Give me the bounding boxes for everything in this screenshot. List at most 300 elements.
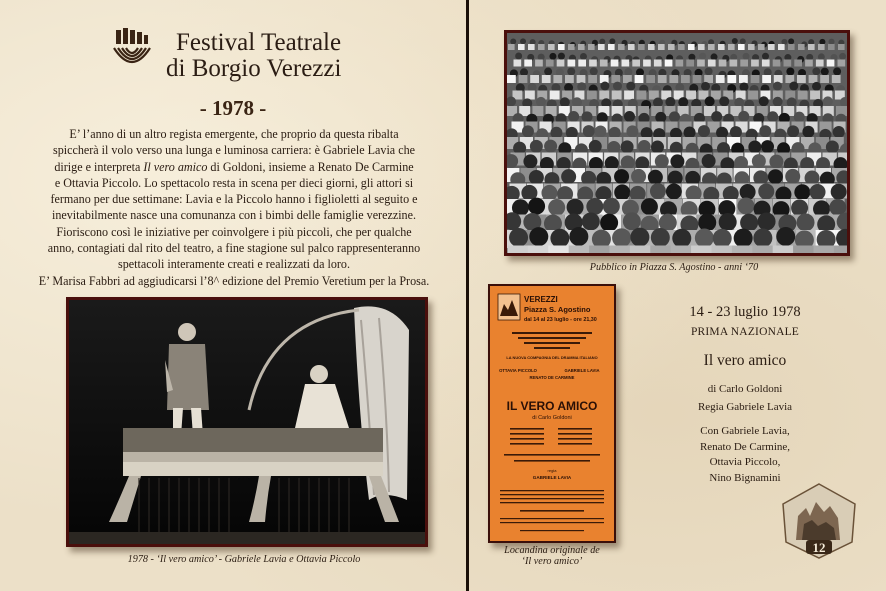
crowd-head	[612, 228, 631, 247]
crowd-body	[820, 75, 829, 83]
poster-author: di Carlo Goldoni	[532, 415, 572, 421]
crowd-head	[789, 82, 798, 91]
crowd-body	[751, 60, 759, 67]
poster-image	[488, 284, 616, 543]
festival-title: Festival Teatrale	[176, 29, 342, 56]
crowd-head	[767, 111, 778, 122]
crowd-head	[582, 111, 593, 122]
crowd-body	[628, 44, 635, 50]
crowd-body	[794, 60, 802, 67]
crowd-head	[732, 38, 738, 44]
crowd-head	[776, 227, 795, 246]
intro-line: E’ Marisa Fabbri ad aggiudicarsi l’8^ edizione del Premio Veretium per la Prosa.	[38, 273, 430, 288]
crowd-head	[569, 227, 588, 246]
crowd-body	[568, 60, 576, 67]
crowd-head	[577, 82, 586, 91]
crowd-body	[732, 246, 753, 254]
crowd-head	[833, 126, 845, 138]
crowd-head	[607, 141, 620, 154]
crowd-body	[708, 60, 716, 67]
crowd-body	[676, 60, 684, 67]
crowd-body	[508, 246, 529, 254]
crowd-head	[609, 38, 615, 44]
crowd-body	[704, 75, 713, 83]
crowd-head	[548, 199, 565, 216]
crowd-head	[698, 125, 710, 137]
crowd-head	[764, 68, 772, 76]
crowd-body	[797, 75, 806, 83]
crowd-head	[787, 97, 797, 107]
crowd-head	[821, 68, 829, 76]
crowd-head	[614, 169, 629, 184]
crowd-head	[626, 125, 638, 137]
crowd-head	[586, 198, 603, 215]
crowd-body	[697, 60, 705, 67]
poster-title: IL VERO AMICO	[506, 399, 598, 413]
crowd-head	[831, 184, 847, 200]
crowd-head	[701, 82, 710, 91]
crowd-body	[712, 246, 733, 254]
crowd-body	[508, 44, 515, 50]
crowd-body	[762, 75, 771, 83]
crowd-body	[748, 44, 755, 50]
crowd-body	[528, 246, 549, 254]
crowd-body	[535, 60, 543, 67]
crowd-head	[719, 213, 737, 231]
intro-line: Fioriscono così le iniziative per coinvolgere i più piccoli, che per qualche	[56, 224, 412, 239]
crowd-body	[630, 246, 651, 254]
crowd-body	[828, 44, 835, 50]
crowd-body	[816, 60, 824, 67]
intro-line: spettacoli interamente creati e realizzati da loro.	[117, 257, 350, 272]
crowd-head	[761, 140, 774, 153]
crowd-head	[678, 97, 688, 107]
crowd-head	[812, 67, 820, 75]
crowd-head	[544, 68, 552, 76]
stage-photo	[66, 297, 428, 547]
crowd-head	[523, 154, 537, 168]
crowd-head	[655, 112, 666, 123]
audience-photo-image	[507, 33, 847, 253]
crowd-head	[666, 183, 682, 199]
crowd-head	[812, 82, 821, 91]
crowd-head	[529, 227, 548, 246]
crowd-head	[651, 228, 670, 247]
crowd-head	[833, 67, 841, 75]
crowd-body	[718, 44, 725, 50]
crowd-head	[698, 213, 716, 231]
crowd-head	[839, 53, 846, 60]
crowd-body	[768, 44, 775, 50]
crowd-body	[565, 75, 574, 83]
crowd-head	[787, 125, 799, 137]
crowd-body	[608, 44, 615, 50]
crowd-body	[524, 60, 532, 67]
crowd-body	[654, 60, 662, 67]
poster-caption	[486, 545, 618, 567]
crowd-head	[752, 154, 766, 168]
crowd-head	[630, 228, 649, 247]
cast-line: Nino Bignamini	[709, 471, 781, 484]
crowd-body	[588, 44, 595, 50]
crowd-head	[672, 229, 691, 248]
crowd-body	[578, 44, 585, 50]
premiere-label: PRIMA NAZIONALE	[690, 326, 800, 338]
crowd-head	[826, 141, 839, 154]
crowd-body	[548, 44, 555, 50]
crowd-head	[748, 140, 761, 153]
crowd-head	[759, 96, 769, 106]
play-title-emphasis: Il vero amico	[143, 159, 208, 174]
crowd-head	[769, 155, 783, 169]
crowd-body	[528, 44, 535, 50]
crowd-head	[600, 82, 609, 91]
crowd-body	[671, 246, 692, 254]
crowd-body	[758, 44, 765, 50]
crowd-body	[719, 60, 727, 67]
page-number-badge	[780, 482, 858, 560]
intro-line	[22, 159, 446, 175]
crowd-head	[520, 38, 526, 44]
crowd-head	[802, 126, 814, 138]
crowd-head	[794, 112, 805, 123]
crowd-head	[589, 140, 602, 153]
crowd-body	[698, 44, 705, 50]
poster-caption-line: ‘Il vero amico’	[521, 556, 583, 567]
crowd-head	[590, 67, 598, 75]
crowd-head	[510, 38, 516, 44]
crowd-head	[558, 53, 565, 60]
play-cast	[670, 424, 820, 486]
crowd-body	[550, 91, 560, 100]
crowd-body	[542, 75, 551, 83]
crowd-body	[738, 44, 745, 50]
crowd-body	[578, 60, 586, 67]
crowd-body	[730, 60, 738, 67]
crowd-body	[558, 44, 565, 50]
crowd-head	[730, 126, 742, 138]
crowd-head	[572, 97, 582, 107]
crowd-head	[669, 111, 680, 122]
crowd-head	[670, 154, 684, 168]
crowd-head	[734, 156, 748, 170]
crowd-body	[784, 60, 792, 67]
crowd-body	[773, 246, 794, 254]
poster-director: GABRIELE LAVIA	[532, 475, 572, 480]
crowd-body	[588, 75, 597, 83]
crowd-head	[509, 228, 528, 247]
crowd-head	[583, 125, 595, 137]
cast-line: Renato De Carmine,	[699, 440, 791, 453]
crowd-head	[753, 228, 772, 247]
performance-dates: 14 - 23 luglio 1978	[689, 304, 801, 320]
page-divider	[466, 0, 469, 591]
crowd-head	[623, 212, 641, 230]
crowd-body	[637, 91, 647, 100]
poster-dates: dal 14 al 23 luglio - ore 21,30	[524, 317, 597, 323]
crowd-head	[684, 126, 696, 138]
crowd-head	[641, 198, 658, 215]
crowd-body	[686, 91, 696, 100]
crowd-head	[699, 53, 706, 60]
crowd-head	[560, 97, 570, 107]
crowd-head	[705, 96, 715, 106]
poster-caption-line: Locandina originale de	[504, 545, 600, 556]
crowd-head	[711, 53, 718, 60]
intro-line: fermano per due settimane: Lavia e la Piccolo hanno i figlioletti al seguito e	[50, 192, 418, 207]
crowd-head	[753, 170, 768, 185]
crowd-body	[668, 44, 675, 50]
crowd-body	[708, 44, 715, 50]
audience-photo-caption: Pubblico in Piazza S. Agostino - anni ‘70	[589, 262, 759, 273]
crowd-body	[599, 91, 609, 100]
crowd-head	[758, 212, 776, 230]
crowd-body	[546, 60, 554, 67]
crowd-head	[740, 184, 756, 200]
crowd-body	[618, 44, 625, 50]
audience-photo	[504, 30, 850, 256]
crowd-body	[650, 246, 671, 254]
crowd-body	[814, 246, 835, 254]
crowd-head	[655, 154, 669, 168]
crowd-head	[738, 198, 755, 215]
crowd-body	[610, 246, 631, 254]
crowd-body	[638, 44, 645, 50]
intro-paragraph	[22, 126, 446, 289]
crowd-body	[827, 60, 835, 67]
crowd-head	[599, 39, 605, 45]
crowd-body	[611, 60, 619, 67]
crowd-head	[567, 67, 575, 75]
crowd-body	[809, 75, 818, 83]
crowd-head	[600, 214, 618, 232]
crowd-head	[567, 199, 584, 216]
poster-town: VEREZZI	[524, 295, 558, 304]
crowd-head	[544, 140, 557, 153]
crowd-body	[514, 60, 522, 67]
crowd-body	[798, 91, 808, 100]
crowd-body	[805, 60, 813, 67]
crowd-body	[834, 246, 847, 254]
crowd-head	[529, 170, 544, 185]
crowd-body	[752, 246, 773, 254]
crowd-head	[734, 229, 753, 248]
crowd-head	[786, 67, 794, 75]
crowd-head	[668, 171, 683, 186]
crowd-body	[818, 44, 825, 50]
crowd-body	[748, 91, 758, 100]
crowd-body	[798, 44, 805, 50]
crowd-body	[507, 75, 516, 83]
crowd-head	[528, 198, 545, 215]
crowd-head	[695, 229, 714, 248]
intro-line: E’ l’anno di un altro regista emergente, che proprio da questa ribalta	[69, 127, 399, 141]
poster-director-label: regia	[547, 468, 557, 473]
crowd-head	[740, 38, 746, 44]
crowd-head	[580, 53, 587, 60]
poster-company: LA NUOVA COMPAGNIA DEL DRAMMA ITALIANO	[506, 355, 598, 360]
festival-subtitle: di Borgio Verezzi	[166, 55, 342, 82]
intro-text: di Goldoni, insieme a Renato De Carmine	[207, 159, 414, 174]
crowd-body	[728, 44, 735, 50]
crowd-body	[611, 75, 620, 83]
crowd-body	[762, 60, 770, 67]
crowd-head	[785, 169, 800, 184]
crowd-body	[740, 60, 748, 67]
poster-square: Piazza S. Agostino	[524, 305, 591, 314]
crowd-body	[643, 60, 651, 67]
crowd-body	[788, 44, 795, 50]
crowd-head	[550, 229, 569, 248]
crowd-head	[665, 97, 675, 107]
crowd-body	[838, 60, 846, 67]
crowd-head	[773, 97, 783, 107]
crowd-head	[759, 125, 771, 137]
crowd-head	[631, 169, 646, 184]
crowd-head	[810, 184, 826, 200]
crowd-head	[568, 111, 579, 122]
crowd-head	[716, 127, 728, 139]
intro-line: anno, contagiati dal rito del teatro, a fine stagione sul palco rappresenteranno	[47, 241, 421, 256]
crowd-body	[693, 75, 702, 83]
play-author: di Carlo Goldoni	[707, 383, 783, 395]
crowd-body	[587, 91, 597, 100]
poster-graphic	[490, 286, 614, 541]
crowd-head	[624, 68, 632, 76]
crowd-body	[589, 60, 597, 67]
crowd-body	[658, 44, 665, 50]
crowd-head	[515, 53, 522, 60]
crowd-head	[650, 183, 666, 199]
cast-line: Ottavia Piccolo,	[709, 456, 781, 468]
crowd-body	[538, 44, 545, 50]
crowd-head	[595, 125, 607, 137]
festival-logo-icon	[108, 26, 156, 78]
crowd-body	[727, 75, 736, 83]
crowd-body	[838, 44, 845, 50]
crowd-head	[541, 185, 557, 201]
crowd-head	[702, 154, 716, 168]
crowd-body	[669, 75, 678, 83]
crowd-body	[681, 75, 690, 83]
crowd-head	[530, 140, 543, 153]
crowd-head	[582, 212, 600, 230]
crowd-body	[598, 44, 605, 50]
intro-line: e Ottavia Piccolo. Lo spettacolo resta in scena per dieci giorni, gli attori si	[54, 175, 414, 190]
crowd-body	[518, 44, 525, 50]
crowd-head	[768, 169, 783, 184]
stage-photo-caption: 1978 - ‘Il vero amico’ - Gabriele Lavia e Ottavia Piccolo	[127, 554, 361, 565]
crowd-head	[711, 111, 722, 122]
crowd-head	[818, 53, 825, 60]
crowd-body	[589, 246, 610, 254]
crowd-head	[758, 183, 774, 199]
crowd-head	[762, 53, 769, 60]
crowd-body	[646, 75, 655, 83]
crowd-head	[829, 39, 835, 45]
crowd-body	[686, 60, 694, 67]
page-number: 12	[812, 540, 826, 555]
crowd-body	[519, 75, 528, 83]
crowd-head	[624, 111, 635, 122]
crowd-head	[788, 38, 794, 44]
crowd-body	[622, 60, 630, 67]
crowd-body	[678, 44, 685, 50]
crowd-body	[568, 44, 575, 50]
crowd-head	[713, 229, 732, 248]
crowd-head	[621, 155, 635, 169]
crowd-head	[603, 198, 620, 215]
play-director: Regia Gabriele Lavia	[697, 401, 793, 413]
crowd-body	[832, 75, 841, 83]
crowd-head	[549, 53, 556, 60]
crowd-body	[577, 75, 586, 83]
crowd-head	[550, 127, 562, 139]
crowd-head	[797, 213, 815, 231]
crowd-body	[691, 246, 712, 254]
crowd-head	[522, 125, 534, 137]
crowd-body	[557, 60, 565, 67]
crowd-head	[794, 184, 810, 200]
poster-cast-a: OTTAVIA PICCOLO	[499, 368, 537, 373]
play-title: Il vero amico	[703, 352, 787, 369]
crowd-body	[569, 246, 590, 254]
crowd-head	[626, 82, 635, 91]
crowd-head	[739, 82, 748, 91]
crowd-head	[651, 141, 664, 154]
crowd-head	[719, 96, 729, 106]
poster-cast-c: RENATO DE CARMINE	[529, 375, 575, 380]
crowd-body	[612, 91, 622, 100]
crowd-head	[823, 96, 833, 106]
crowd-body	[739, 75, 748, 83]
crowd-body	[553, 75, 562, 83]
year-heading: - 1978 -	[199, 96, 267, 120]
crowd-head	[638, 140, 651, 153]
crowd-head	[773, 82, 782, 91]
crowd-head	[738, 111, 749, 122]
crowd-body	[716, 75, 725, 83]
crowd-head	[561, 169, 576, 184]
crowd-body	[632, 60, 640, 67]
stage-photo-image	[69, 300, 425, 544]
crowd-head	[705, 67, 713, 75]
crowd-body	[665, 60, 673, 67]
intro-line: spiccherà il volo verso una lunga e luminosa carriera: è Gabriele Lavia che	[53, 143, 415, 158]
crowd-head	[614, 184, 630, 200]
crowd-body	[773, 60, 781, 67]
poster-cast-b: GABRIELE LAVIA	[564, 368, 600, 373]
crowd-head	[805, 170, 820, 185]
crowd-body	[808, 44, 815, 50]
crowd-body	[778, 44, 785, 50]
crowd-body	[658, 75, 667, 83]
crowd-body	[751, 75, 760, 83]
crowd-head	[621, 140, 634, 153]
crowd-head	[536, 97, 546, 107]
crowd-head	[613, 82, 622, 91]
intro-text: dirige e interpreta	[54, 159, 144, 174]
crowd-body	[548, 246, 569, 254]
crowd-head	[743, 53, 750, 60]
crowd-body	[600, 60, 608, 67]
crowd-body	[810, 91, 820, 100]
crowd-body	[530, 75, 539, 83]
crowd-head	[648, 170, 663, 185]
crowd-body	[525, 91, 535, 100]
crowd-body	[648, 44, 655, 50]
crowd-body	[688, 44, 695, 50]
